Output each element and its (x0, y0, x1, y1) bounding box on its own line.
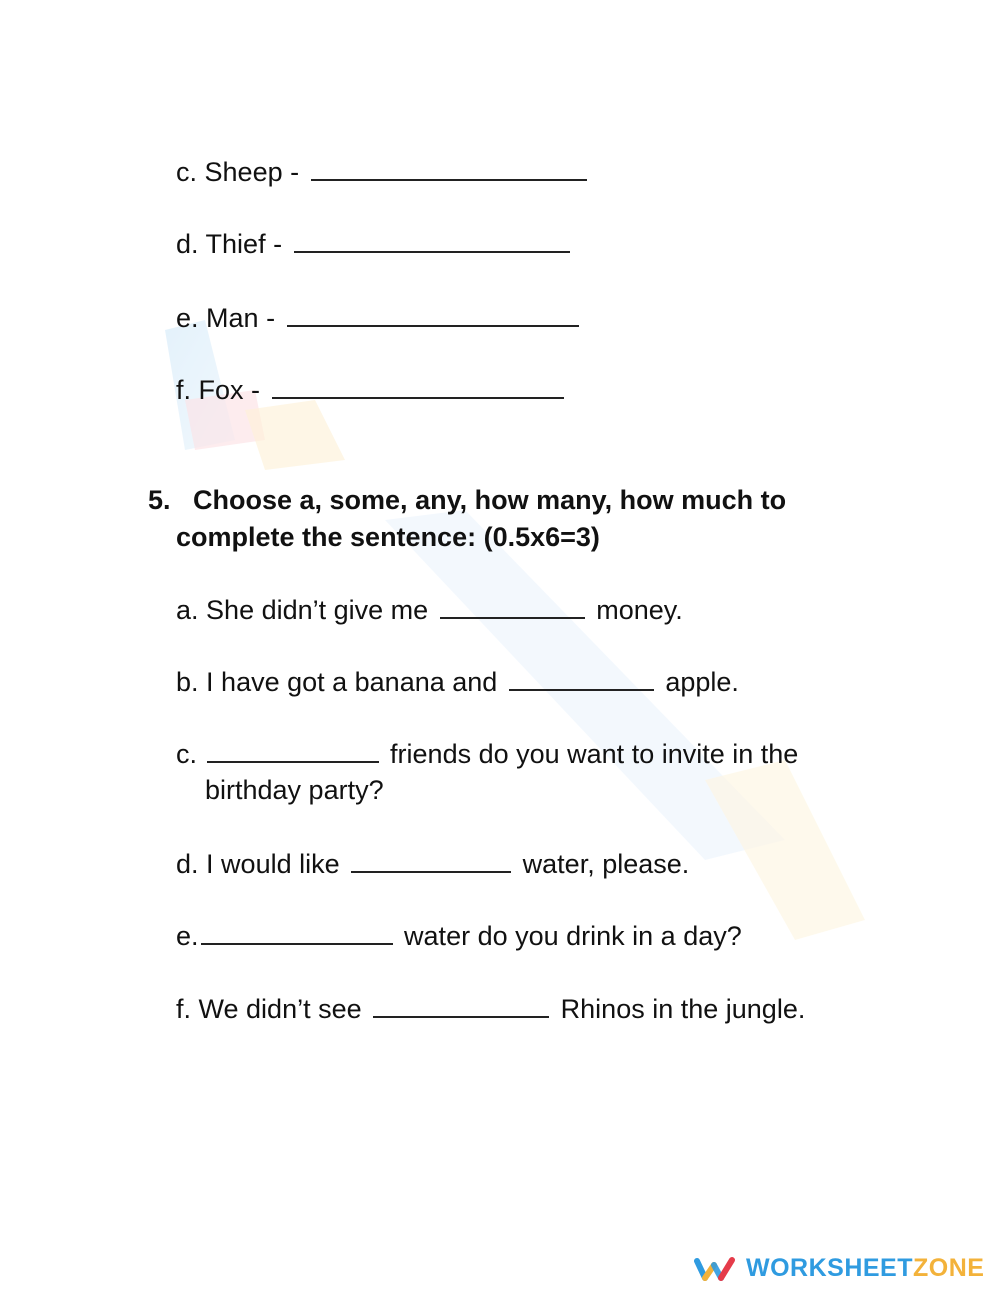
item-marker: f. (176, 375, 192, 405)
sentence-item-f (176, 993, 805, 1025)
exercise-item-d (176, 228, 574, 260)
answer-blank[interactable] (373, 994, 549, 1018)
sentence-after: money. (596, 595, 683, 625)
sentence-item-e (176, 920, 742, 952)
item-marker: f. (176, 994, 192, 1024)
item-marker: e. (176, 303, 199, 333)
sentence-item-a (176, 594, 683, 626)
answer-blank[interactable] (509, 667, 654, 691)
exercise-item-e (176, 302, 583, 334)
brand-name (746, 1254, 984, 1283)
sentence-continuation: birthday party? (205, 775, 384, 805)
answer-blank[interactable] (201, 921, 393, 945)
sentence-before: I would like (206, 849, 340, 879)
brand-part-worksheet: WORKSHEET (746, 1254, 913, 1282)
answer-blank[interactable] (351, 849, 511, 873)
question-title-line2: complete the sentence: (0.5x6=3) (176, 522, 600, 552)
sentence-after: water do you drink in a day? (404, 921, 742, 951)
answer-blank[interactable] (440, 595, 585, 619)
item-marker: c. (176, 157, 198, 187)
item-marker: e. (176, 921, 199, 951)
worksheetzone-logo[interactable] (694, 1254, 984, 1283)
answer-blank[interactable] (272, 375, 564, 399)
exercise-item-c (176, 156, 591, 188)
sentence-after: apple. (665, 667, 739, 697)
item-word: Sheep - (204, 157, 300, 187)
w-logo-icon (694, 1256, 736, 1282)
answer-blank[interactable] (294, 229, 570, 253)
answer-blank[interactable] (207, 739, 379, 763)
answer-blank[interactable] (287, 303, 579, 327)
question-5-heading (148, 482, 868, 556)
sentence-before: We didn’t see (198, 994, 362, 1024)
item-word: Thief - (205, 229, 283, 259)
question-title-line1: Choose a, some, any, how many, how much to (193, 485, 787, 515)
answer-blank[interactable] (311, 157, 587, 181)
sentence-before: I have got a banana and (206, 667, 498, 697)
sentence-before: She didn’t give me (206, 595, 429, 625)
brand-part-zone: ZONE (913, 1254, 985, 1282)
sentence-after: Rhinos in the jungle. (560, 994, 806, 1024)
item-marker: d. (176, 229, 199, 259)
sentence-item-b (176, 666, 739, 698)
item-marker: a. (176, 595, 199, 625)
item-word: Man - (206, 303, 276, 333)
exercise-item-f (176, 374, 568, 406)
item-word: Fox - (198, 375, 261, 405)
question-number: 5. (148, 485, 171, 515)
item-marker: d. (176, 849, 199, 879)
item-marker: c. (176, 739, 198, 769)
item-marker: b. (176, 667, 199, 697)
sentence-item-d (176, 848, 689, 880)
sentence-item-c (176, 736, 876, 808)
sentence-after: friends do you want to invite in the (390, 739, 799, 769)
sentence-after: water, please. (522, 849, 690, 879)
